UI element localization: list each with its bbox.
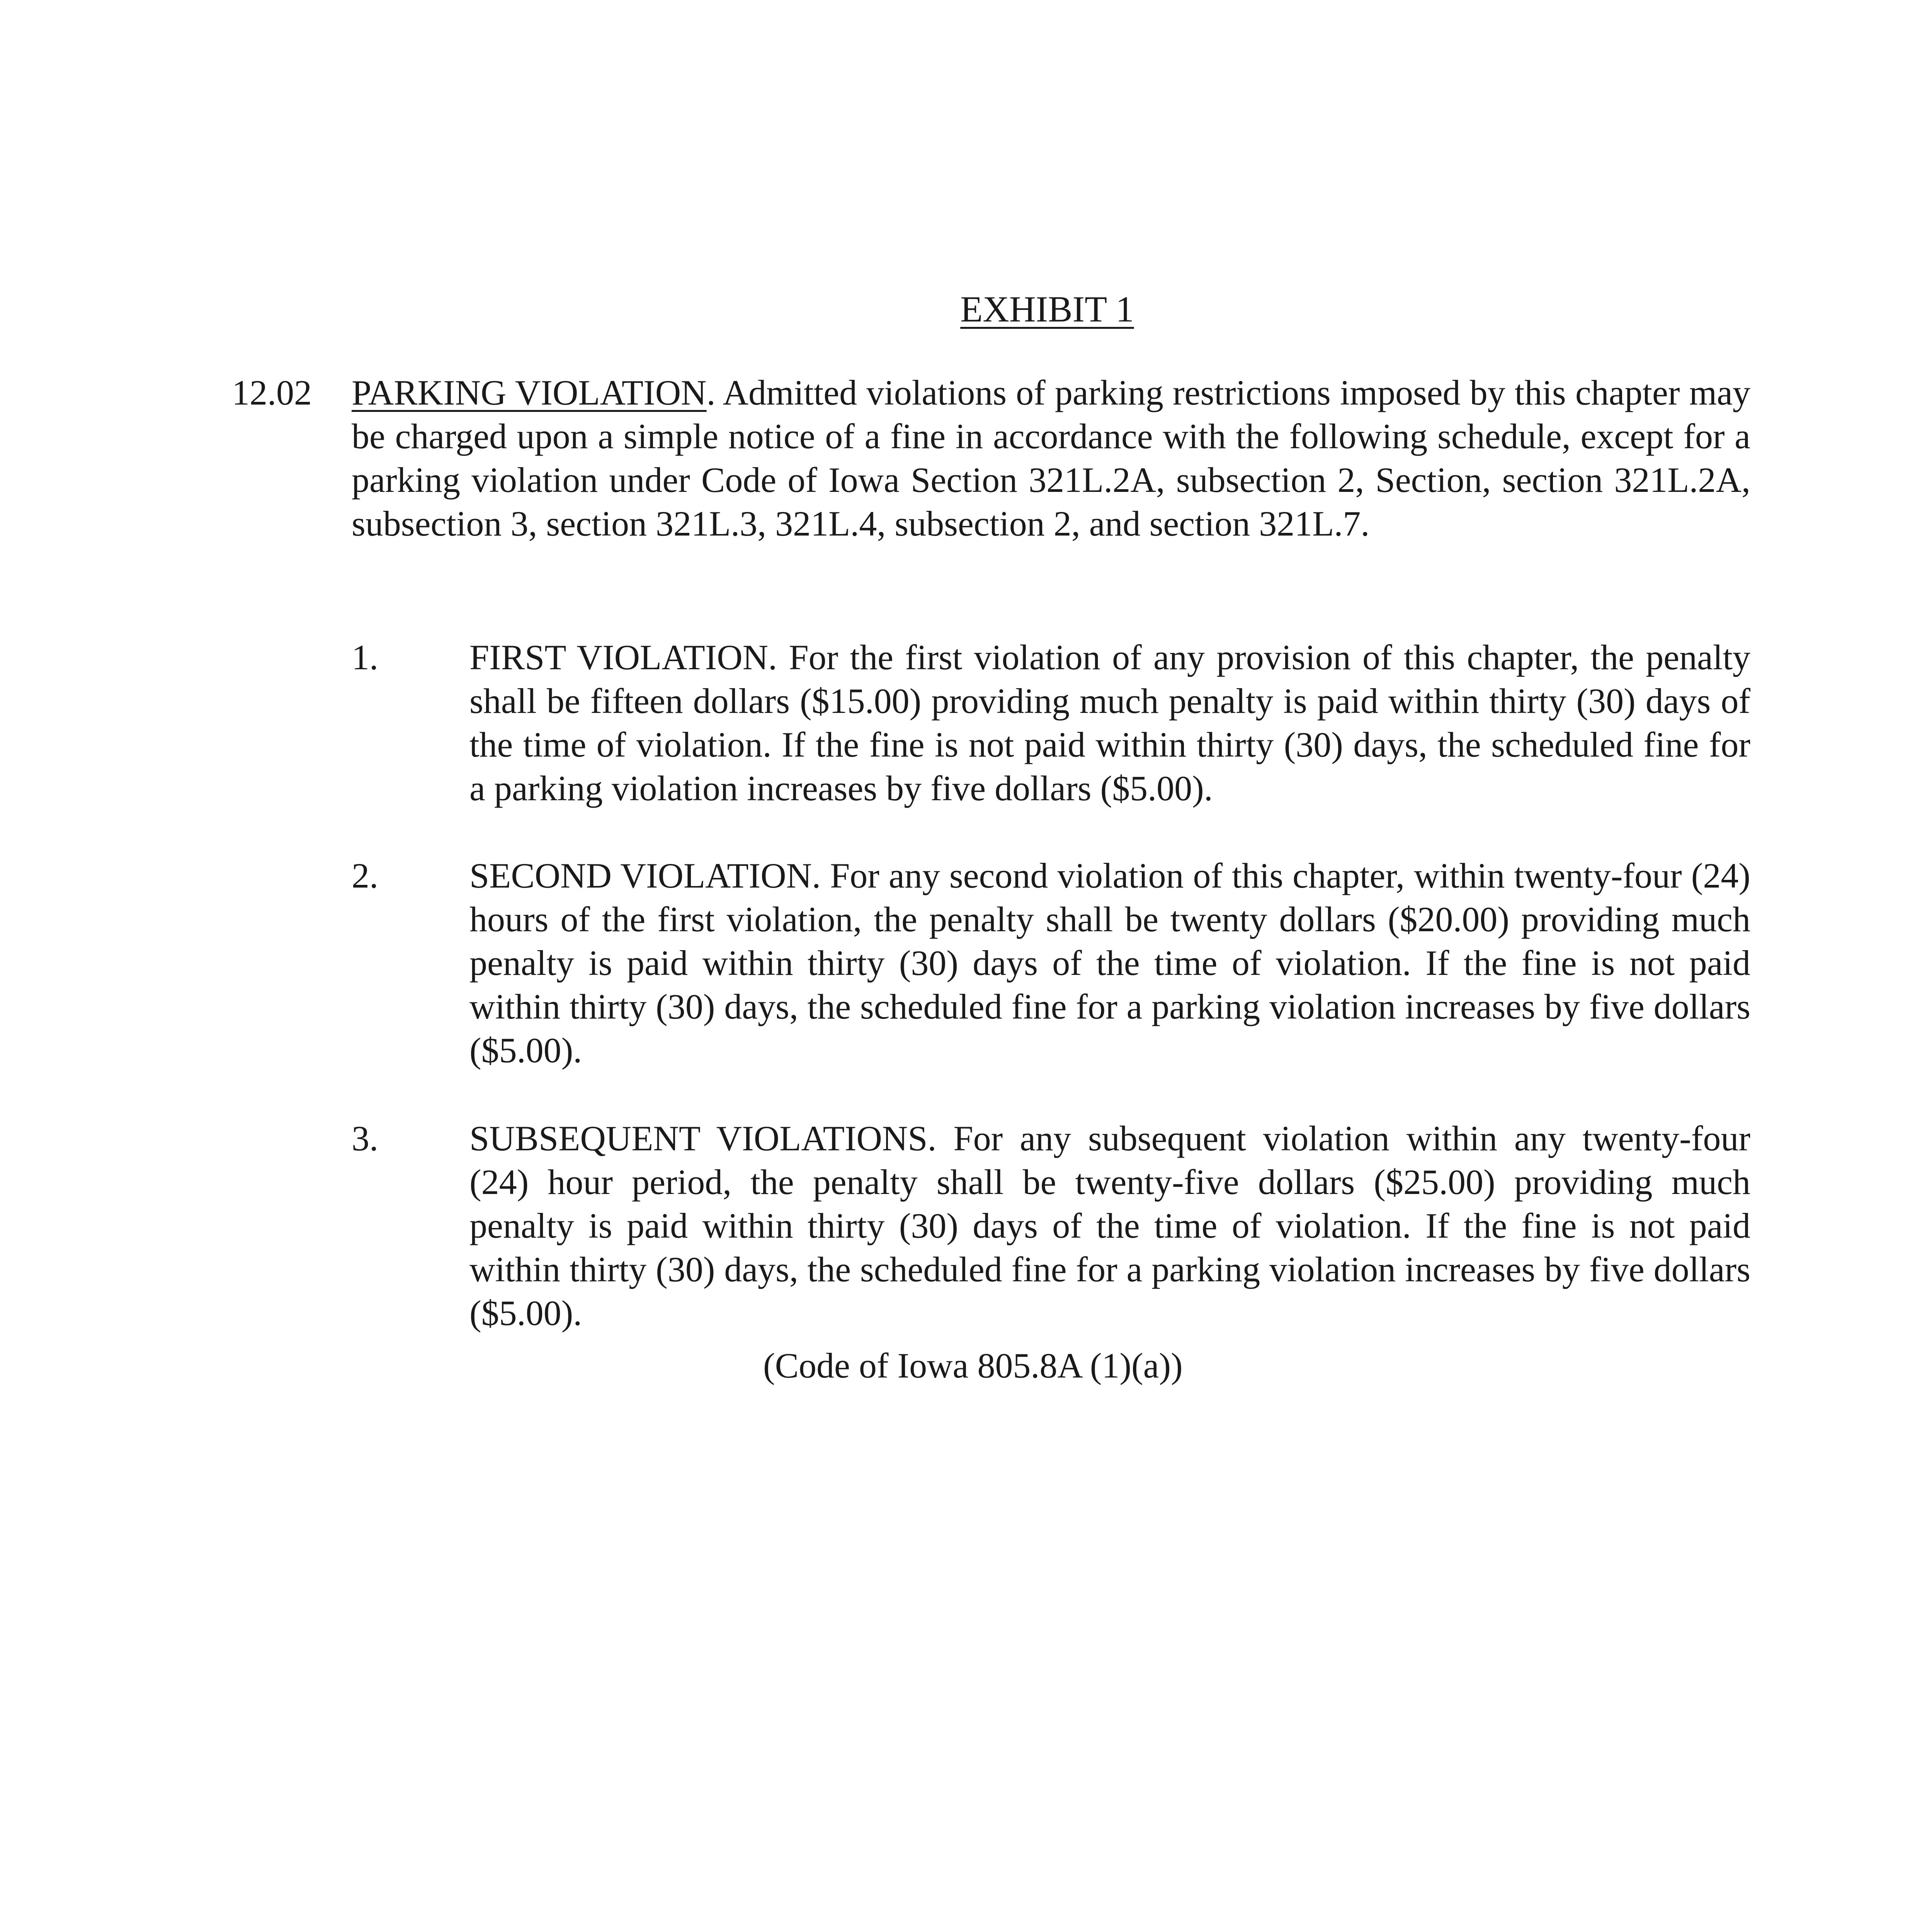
item-number: 1. (352, 638, 378, 677)
list-item-first-violation (352, 636, 1750, 810)
item-text: SUBSEQUENT VIOLATIONS. For any subsequent violation within any twenty-four (24) hour period, the penalty shall be twenty-five dollars ($25.00) providing much penalty is paid within thirty (30) days of the time of violation. If the fine is not paid within thirty (30) days, the scheduled fine for a parking violation increases by five dollars ($5.00). (469, 1119, 1750, 1333)
list-item-second-violation (352, 854, 1750, 1072)
item-number: 3. (352, 1119, 378, 1158)
item-text: FIRST VIOLATION. For the first violation of any provision of this chapter, the penalty shall be fifteen dollars ($15.00) providing much penalty is paid within thirty (30) days of the time of violation. If the fine is not paid within thirty (30) days, the scheduled fine for a parking violation increases by five dollars ($5.00). (469, 638, 1750, 808)
item-text: SECOND VIOLATION. For any second violation of this chapter, within twenty-four (24) hours of the first violation, the penalty shall be twenty dollars ($20.00) providing much penalty is paid within thirty (30) days of the time of violation. If the fine is not paid within thirty (30) days, the scheduled fine for a parking violation increases by five dollars ($5.00). (469, 856, 1750, 1070)
exhibit-title (62, 286, 1932, 332)
item-number: 2. (352, 856, 378, 895)
exhibit-title-text: EXHIBIT 1 (960, 289, 1134, 330)
code-citation: (Code of Iowa 805.8A (1)(a)) (763, 1346, 1183, 1385)
section-body (352, 371, 1750, 546)
section-heading: PARKING VIOLATION (352, 373, 707, 412)
section-number: 12.02 (232, 373, 312, 412)
list-item-subsequent-violations (352, 1117, 1750, 1335)
section-12-02 (232, 371, 1750, 546)
section-text: . Admitted violations of parking restrictions imposed by this chapter may be charged upon a simple notice of a fine in accordance with the following schedule, except for a parking violation under Code of Iowa Section 321L.2A, subsection 2, Section, section 321L.2A, subsection 3, section 321L.3, 321L.4, subsection 2, and section 321L.7. (352, 373, 1750, 543)
